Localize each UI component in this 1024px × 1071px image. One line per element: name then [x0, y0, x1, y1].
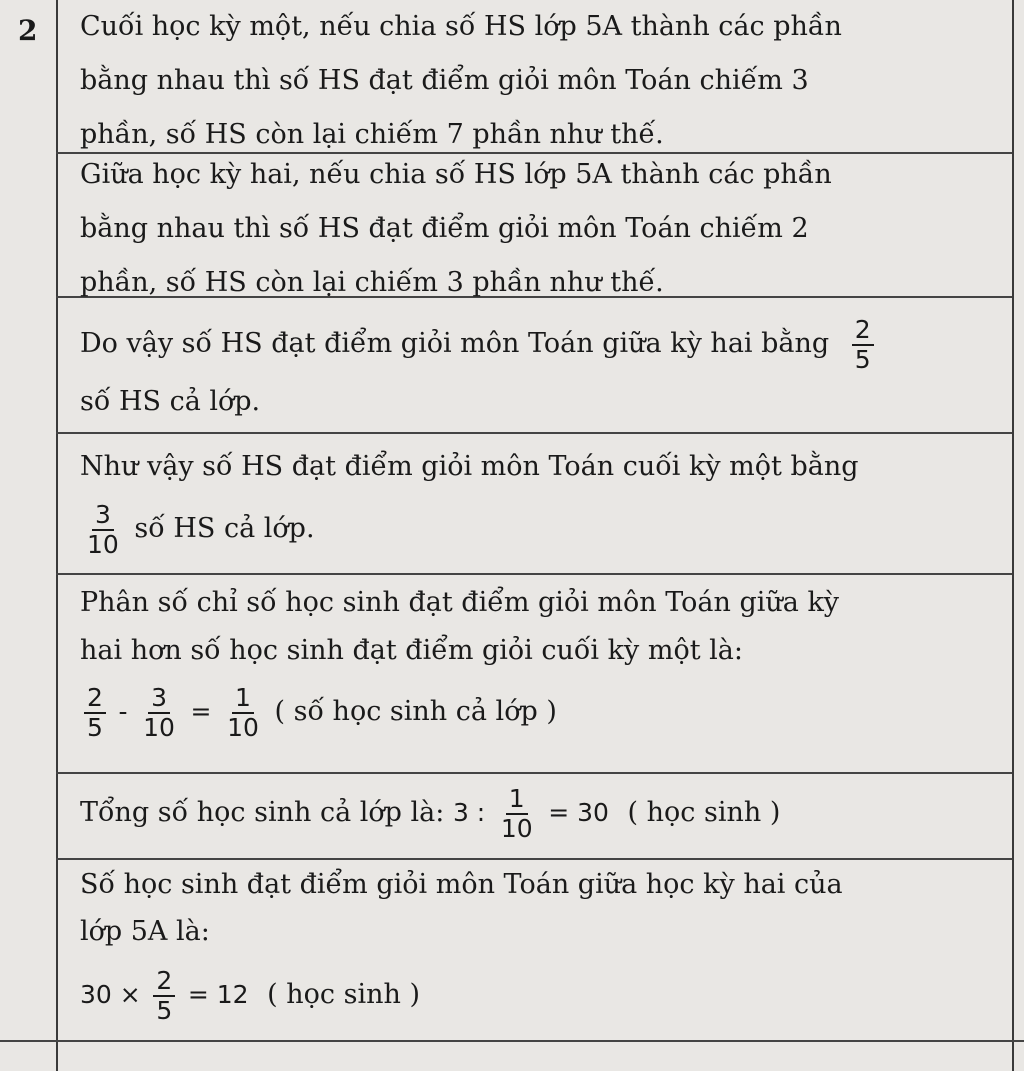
note-text: ( số học sinh cả lớp ) — [274, 696, 557, 727]
text-line: số HS cả lớp. — [134, 513, 315, 544]
fraction-three-tenths — [140, 684, 178, 741]
expression-left: 3 : — [452, 798, 486, 827]
equals-sign: = — [190, 697, 212, 726]
text-line: lớp 5A là: — [80, 916, 210, 947]
fraction-numerator: 1 — [232, 684, 254, 714]
fraction-numerator: 3 — [92, 501, 114, 531]
text-line: Số học sinh đạt điểm giỏi môn Toán giữa học kỳ hai của — [80, 869, 843, 900]
bottom-border-line — [0, 1040, 1024, 1042]
text-line: hai hơn số học sinh đạt điểm giỏi cuối kỳ một là: — [80, 635, 743, 666]
text-line: Tổng số học sinh cả lớp là: — [80, 797, 445, 828]
text-line: bằng nhau thì số HS đạt điểm giỏi môn Toán chiếm 3 — [80, 65, 809, 96]
text-line: Do vậy số HS đạt điểm giỏi môn Toán giữa kỳ hai bằng — [80, 328, 830, 359]
text-line: bằng nhau thì số HS đạt điểm giỏi môn Toán chiếm 2 — [80, 213, 809, 244]
expression-left: 30 × — [80, 980, 141, 1009]
text-line: phần, số HS còn lại chiếm 7 phần như thế. — [80, 119, 664, 150]
fraction-two-fifths — [153, 967, 175, 1024]
fraction-denominator: 10 — [87, 529, 119, 559]
paragraph-total-students — [80, 778, 1006, 848]
text-line: Phân số chỉ số học sinh đạt điểm giỏi môn Toán giữa kỳ — [80, 587, 840, 618]
fraction-one-tenth — [498, 785, 536, 842]
fraction-numerator: 1 — [506, 785, 528, 815]
text-line: số HS cả lớp. — [80, 386, 261, 417]
fraction-denominator: 10 — [143, 712, 175, 742]
paragraph-fraction-difference — [80, 576, 1006, 752]
minus-sign: - — [118, 697, 128, 726]
fraction-denominator: 10 — [227, 712, 259, 742]
text-line: Giữa học kỳ hai, nếu chia số HS lớp 5A thành các phần — [80, 159, 832, 190]
problem-number: 2 — [18, 14, 38, 47]
expression-result: = 30 — [548, 798, 609, 827]
fraction-numerator: 2 — [153, 967, 175, 997]
note-text: ( học sinh ) — [267, 979, 420, 1010]
fraction-numerator: 3 — [148, 684, 170, 714]
fraction-denominator: 5 — [87, 712, 103, 742]
fraction-denominator: 5 — [854, 344, 871, 374]
fraction-numerator: 2 — [852, 316, 874, 346]
paragraph-end-term-fraction — [80, 440, 1006, 564]
fraction-two-fifths — [84, 684, 106, 741]
fraction-one-tenth — [224, 684, 262, 741]
paragraph-end-of-term-one — [80, 0, 1006, 162]
paragraph-mid-term-two — [80, 148, 1006, 310]
paragraph-mid-term-count — [80, 858, 1006, 1038]
text-line: phần, số HS còn lại chiếm 3 phần như thế. — [80, 267, 664, 298]
text-line: Cuối học kỳ một, nếu chia số HS lớp 5A thành các phần — [80, 11, 842, 42]
fraction-three-tenths — [84, 501, 122, 558]
fraction-denominator: 5 — [156, 995, 173, 1025]
left-border-line — [56, 0, 58, 1071]
paragraph-mid-term-fraction — [80, 308, 1006, 424]
row-divider — [56, 772, 1012, 774]
fraction-two-fifths — [852, 316, 874, 373]
row-divider — [56, 432, 1012, 434]
fraction-denominator: 10 — [500, 813, 533, 843]
row-divider — [56, 573, 1012, 575]
fraction-numerator: 2 — [84, 684, 106, 714]
text-line: Như vậy số HS đạt điểm giỏi môn Toán cuối kỳ một bằng — [80, 451, 859, 482]
expression-result: = 12 — [187, 980, 249, 1009]
note-text: ( học sinh ) — [627, 797, 781, 828]
right-border-line — [1012, 0, 1014, 1071]
